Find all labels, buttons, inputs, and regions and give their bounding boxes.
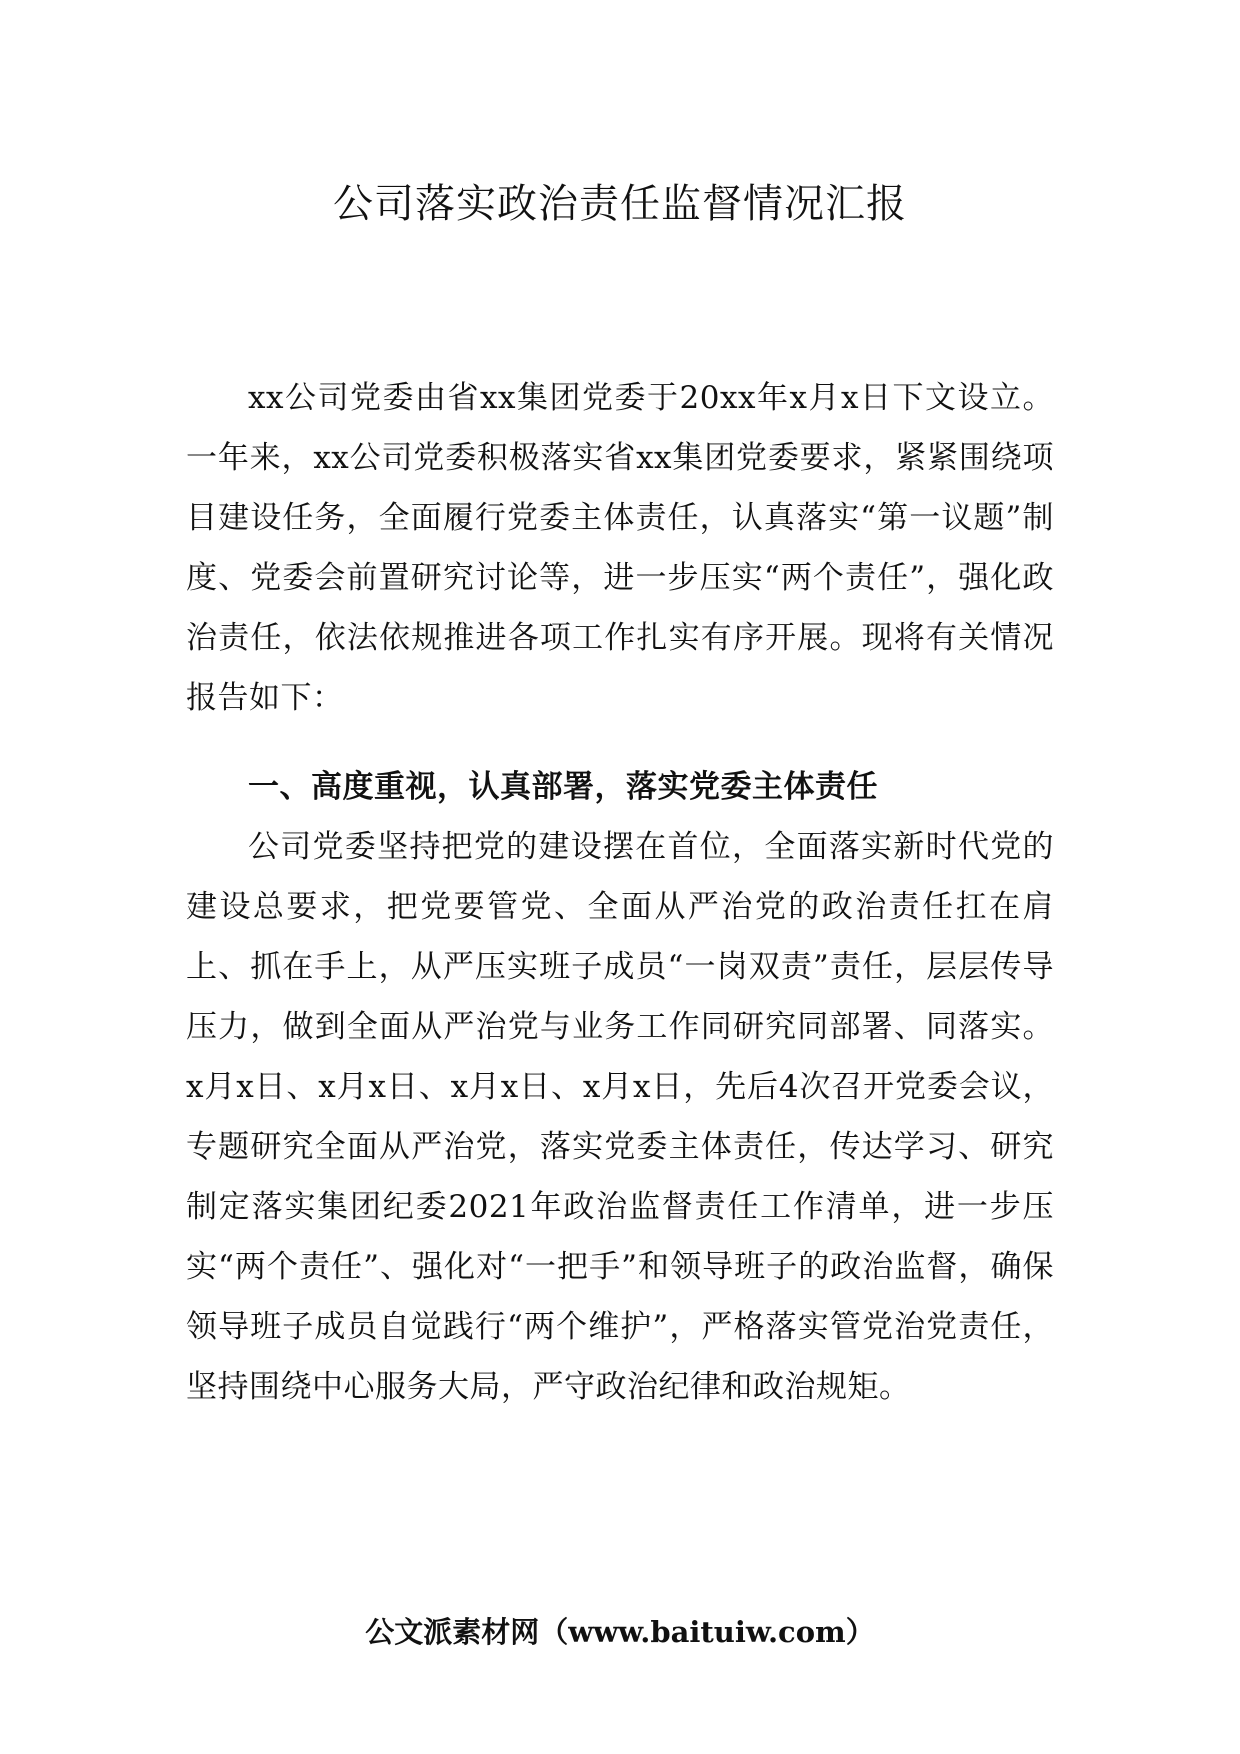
intro-paragraph: xx公司党委由省xx集团党委于20xx年x月x日下文设立。一年来，xx公司党委积极落实省xx集团党委要求，紧紧围绕项目建设任务，全面履行党委主体责任，认真落实“第一议题”制度、党委会前置研究讨论等，进一步压实“两个责任”，强化政治责任，依法依规推进各项工作扎实有序开展。现将有关情况报告如下：: [186, 380, 1054, 716]
section-paragraph: 公司党委坚持把党的建设摆在首位，全面落实新时代党的建设总要求，把党要管党、全面从严治党的政治责任扛在肩上、抓在手上，从严压实班子成员“一岗双责”责任，层层传导压力，做到全面从严治党与业务工作同研究同部署、同落实。x月x日、x月x日、x月x日、x月x日，先后4次召开党委会议，专题研究全面从严治党，落实党委主体责任，传达学习、研究制定落实集团纪委2021年政治监督责任工作清单，进一步压实“两个责任”、强化对“一把手”和领导班子的政治监督，确保领导班子成员自觉践行“两个维护”，严格落实管党治党责任，坚持围绕中心服务大局，严守政治纪律和政治规矩。: [186, 829, 1054, 1405]
footer-source-link[interactable]: 公文派素材网（www.baituiw.com）: [365, 1615, 875, 1649]
document-title: 公司落实政治责任监督情况汇报: [333, 181, 907, 227]
section-heading: 一、高度重视，认真部署，落实党委主体责任: [248, 769, 878, 805]
